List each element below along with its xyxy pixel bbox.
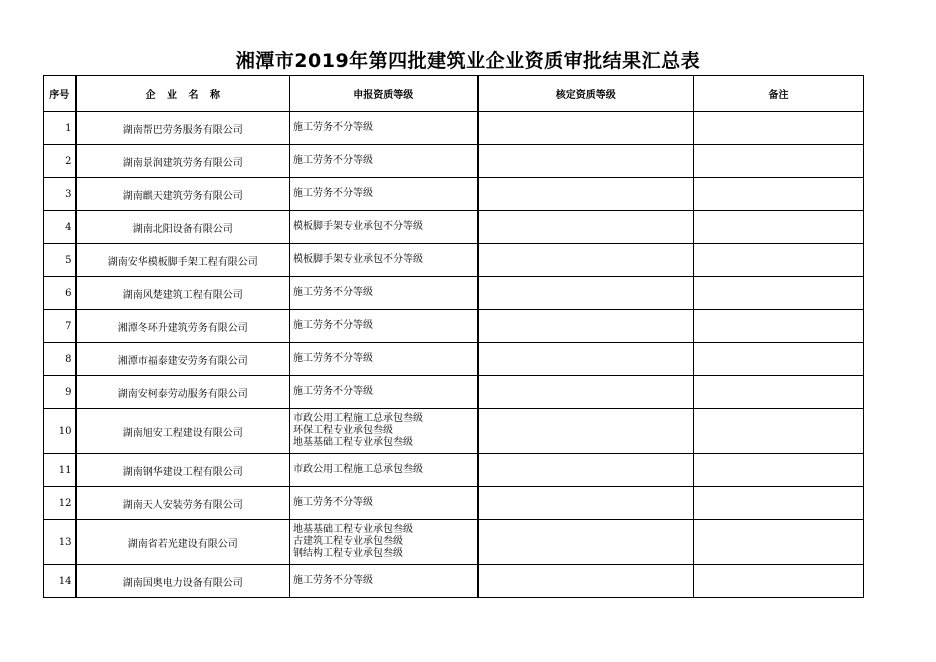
table-row [44, 211, 864, 244]
cell-company-name[interactable]: 湖南北阳设备有限公司 [76, 211, 290, 244]
cell-applied-grade[interactable]: 施工劳务不分等级 [290, 565, 478, 598]
table-row [44, 343, 864, 376]
cell-applied-grade[interactable]: 模板脚手架专业承包不分等级 [290, 211, 478, 244]
cell-remark[interactable] [694, 409, 864, 454]
cell-company-name[interactable]: 湘潭冬环升建筑劳务有限公司 [76, 310, 290, 343]
table-row [44, 376, 864, 409]
cell-remark[interactable] [694, 376, 864, 409]
cell-approved-grade[interactable] [478, 376, 694, 409]
cell-serial-number[interactable]: 10 [44, 409, 76, 454]
cell-approved-grade[interactable] [478, 145, 694, 178]
cell-serial-number[interactable]: 12 [44, 487, 76, 520]
cell-applied-grade[interactable]: 施工劳务不分等级 [290, 178, 478, 211]
cell-serial-number[interactable]: 14 [44, 565, 76, 598]
cell-serial-number[interactable]: 13 [44, 520, 76, 565]
table-row [44, 409, 864, 454]
cell-serial-number[interactable]: 6 [44, 277, 76, 310]
cell-serial-number[interactable]: 4 [44, 211, 76, 244]
table-row [44, 244, 864, 277]
table-row [44, 565, 864, 598]
cell-applied-grade[interactable]: 市政公用工程施工总承包叁级 [290, 454, 478, 487]
table-row [44, 520, 864, 565]
cell-applied-grade[interactable]: 施工劳务不分等级 [290, 376, 478, 409]
cell-remark[interactable] [694, 211, 864, 244]
table-body [44, 112, 864, 598]
cell-applied-grade[interactable]: 施工劳务不分等级 [290, 487, 478, 520]
cell-approved-grade[interactable] [478, 454, 694, 487]
cell-applied-grade[interactable]: 施工劳务不分等级 [290, 310, 478, 343]
cell-company-name[interactable]: 湖南安柯泰劳动服务有限公司 [76, 376, 290, 409]
header-row [44, 76, 864, 112]
cell-company-name[interactable]: 湖南旭安工程建设有限公司 [76, 409, 290, 454]
cell-company-name[interactable]: 湖南麒天建筑劳务有限公司 [76, 178, 290, 211]
cell-serial-number[interactable]: 11 [44, 454, 76, 487]
cell-approved-grade[interactable] [478, 310, 694, 343]
table-row [44, 310, 864, 343]
cell-remark[interactable] [694, 277, 864, 310]
cell-remark[interactable] [694, 310, 864, 343]
cell-serial-number[interactable]: 1 [44, 112, 76, 145]
cell-applied-grade[interactable]: 模板脚手架专业承包不分等级 [290, 244, 478, 277]
cell-remark[interactable] [694, 565, 864, 598]
cell-serial-number[interactable]: 8 [44, 343, 76, 376]
cell-serial-number[interactable]: 7 [44, 310, 76, 343]
table-row [44, 277, 864, 310]
cell-serial-number[interactable]: 9 [44, 376, 76, 409]
cell-remark[interactable] [694, 454, 864, 487]
table-row [44, 454, 864, 487]
cell-remark[interactable] [694, 145, 864, 178]
header-remark[interactable]: 备注 [694, 76, 864, 112]
summary-table [43, 75, 864, 598]
cell-serial-number[interactable]: 2 [44, 145, 76, 178]
cell-approved-grade[interactable] [478, 211, 694, 244]
cell-approved-grade[interactable] [478, 244, 694, 277]
header-serial-number[interactable]: 序号 [44, 76, 76, 112]
cell-company-name[interactable]: 湖南安华模板脚手架工程有限公司 [76, 244, 290, 277]
cell-company-name[interactable]: 湖南风楚建筑工程有限公司 [76, 277, 290, 310]
table-row [44, 112, 864, 145]
cell-company-name[interactable]: 湖南钢华建设工程有限公司 [76, 454, 290, 487]
cell-company-name[interactable]: 湖南国奥电力设备有限公司 [76, 565, 290, 598]
cell-company-name[interactable]: 湘潭市福泰建安劳务有限公司 [76, 343, 290, 376]
cell-remark[interactable] [694, 178, 864, 211]
cell-approved-grade[interactable] [478, 112, 694, 145]
cell-approved-grade[interactable] [478, 178, 694, 211]
cell-approved-grade[interactable] [478, 565, 694, 598]
cell-company-name[interactable]: 湖南景润建筑劳务有限公司 [76, 145, 290, 178]
page-title: 湘潭市2019年第四批建筑业企业资质审批结果汇总表 [235, 50, 701, 72]
cell-serial-number[interactable]: 5 [44, 244, 76, 277]
cell-applied-grade[interactable]: 施工劳务不分等级 [290, 145, 478, 178]
cell-applied-grade[interactable]: 施工劳务不分等级 [290, 343, 478, 376]
cell-remark[interactable] [694, 112, 864, 145]
cell-applied-grade[interactable]: 施工劳务不分等级 [290, 112, 478, 145]
cell-applied-grade[interactable]: 市政公用工程施工总承包叁级 环保工程专业承包叁级 地基基础工程专业承包叁级 [290, 409, 478, 454]
cell-approved-grade[interactable] [478, 487, 694, 520]
cell-approved-grade[interactable] [478, 409, 694, 454]
cell-remark[interactable] [694, 244, 864, 277]
cell-remark[interactable] [694, 520, 864, 565]
cell-serial-number[interactable]: 3 [44, 178, 76, 211]
cell-company-name[interactable]: 湖南省若光建设有限公司 [76, 520, 290, 565]
table-row [44, 178, 864, 211]
table-row [44, 487, 864, 520]
header-company-name[interactable]: 企 业 名 称 [76, 76, 290, 112]
cell-remark[interactable] [694, 487, 864, 520]
cell-approved-grade[interactable] [478, 277, 694, 310]
cell-approved-grade[interactable] [478, 520, 694, 565]
cell-applied-grade[interactable]: 地基基础工程专业承包叁级 古建筑工程专业承包叁级 钢结构工程专业承包叁级 [290, 520, 478, 565]
cell-remark[interactable] [694, 343, 864, 376]
header-applied-grade[interactable]: 申报资质等级 [290, 76, 478, 112]
cell-company-name[interactable]: 湖南帮巴劳务服务有限公司 [76, 112, 290, 145]
cell-approved-grade[interactable] [478, 343, 694, 376]
cell-company-name[interactable]: 湖南天人安装劳务有限公司 [76, 487, 290, 520]
header-approved-grade[interactable]: 核定资质等级 [478, 76, 694, 112]
cell-applied-grade[interactable]: 施工劳务不分等级 [290, 277, 478, 310]
table-row [44, 145, 864, 178]
